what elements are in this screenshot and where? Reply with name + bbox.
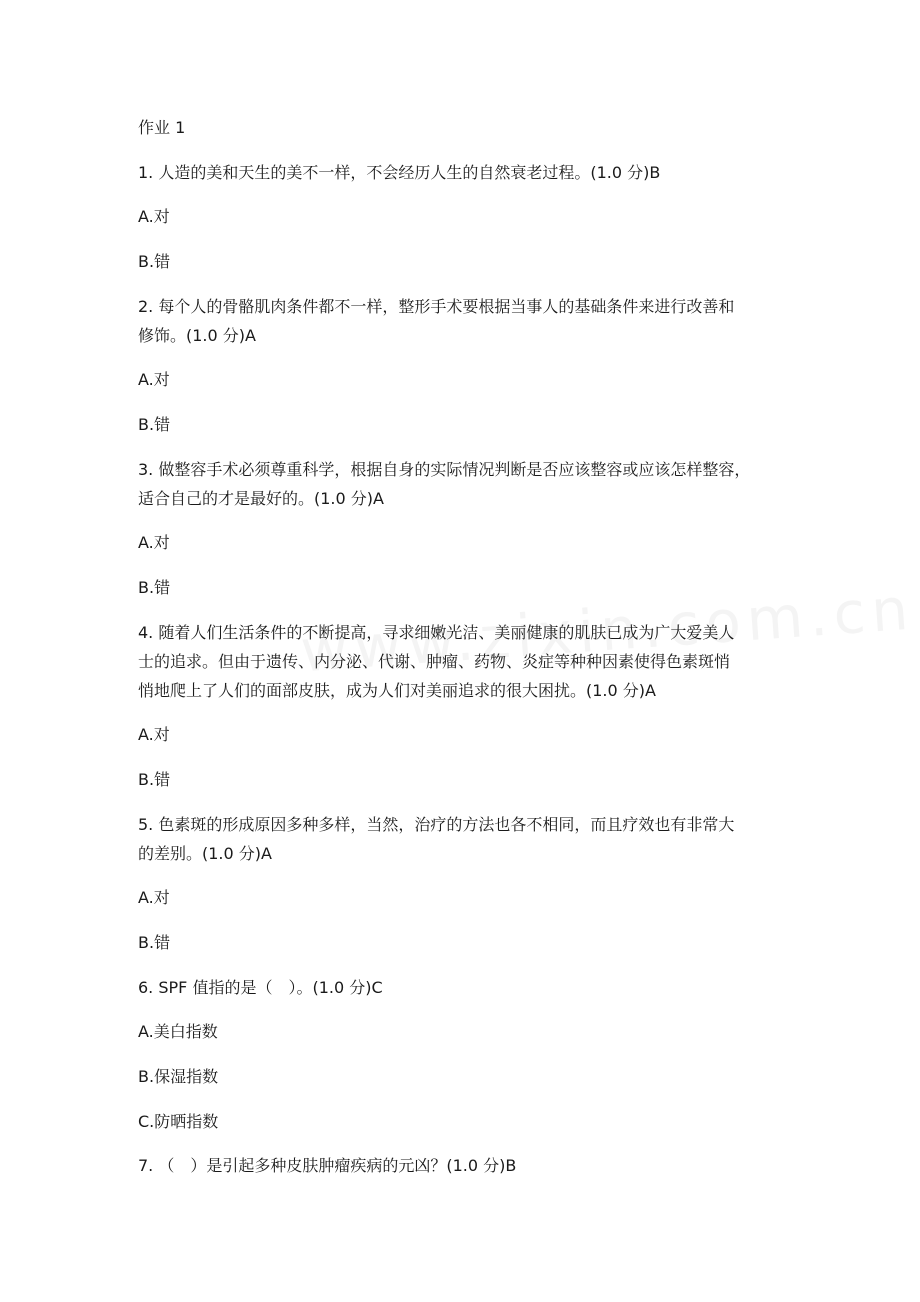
question-2-option-a: A.对 <box>138 370 170 389</box>
question-6-option-c: C.防晒指数 <box>138 1112 219 1131</box>
question-4-text-line-1: 4. 随着人们生活条件的不断提高，寻求细嫩光洁、美丽健康的肌肤已成为广大爱美人 <box>138 623 735 642</box>
question-3-text-line-2: 适合自己的才是最好的。(1.0 分)A <box>138 489 384 508</box>
question-4-option-a: A.对 <box>138 725 170 744</box>
question-4-text-line-2: 士的追求。但由于遗传、内分泌、代谢、肿瘤、药物、炎症等种种因素使得色素斑悄 <box>138 652 731 671</box>
question-6-text: 6. SPF 值指的是（ ）。(1.0 分)C <box>138 978 383 997</box>
question-5-text-line-1: 5. 色素斑的形成原因多种多样，当然，治疗的方法也各不相同，而且疗效也有非常大 <box>138 815 735 834</box>
question-6-option-b: B.保湿指数 <box>138 1067 219 1086</box>
question-1-option-b: B.错 <box>138 252 171 271</box>
question-3-text-line-1: 3. 做整容手术必须尊重科学，根据自身的实际情况判断是否应该整容或应该怎样整容， <box>138 460 751 479</box>
question-1-text: 1. 人造的美和天生的美不一样，不会经历人生的自然衰老过程。(1.0 分)B <box>138 163 661 182</box>
question-1-option-a: A.对 <box>138 207 170 226</box>
question-6-option-a: A.美白指数 <box>138 1022 218 1041</box>
question-2-text-line-1: 2. 每个人的骨骼肌肉条件都不一样，整形手术要根据当事人的基础条件来进行改善和 <box>138 297 735 316</box>
question-2-option-b: B.错 <box>138 415 171 434</box>
question-4-text-line-3: 悄地爬上了人们的面部皮肤，成为人们对美丽追求的很大困扰。(1.0 分)A <box>138 681 656 700</box>
document-title: 作业 1 <box>138 118 186 137</box>
question-7-text: 7. （ ）是引起多种皮肤肿瘤疾病的元凶？(1.0 分)B <box>138 1156 517 1175</box>
question-5-option-b: B.错 <box>138 933 171 952</box>
question-5-option-a: A.对 <box>138 888 170 907</box>
question-2-text-line-2: 修饰。(1.0 分)A <box>138 326 256 345</box>
question-3-option-b: B.错 <box>138 578 171 597</box>
question-4-option-b: B.错 <box>138 770 171 789</box>
question-3-option-a: A.对 <box>138 533 170 552</box>
question-5-text-line-2: 的差别。(1.0 分)A <box>138 844 272 863</box>
